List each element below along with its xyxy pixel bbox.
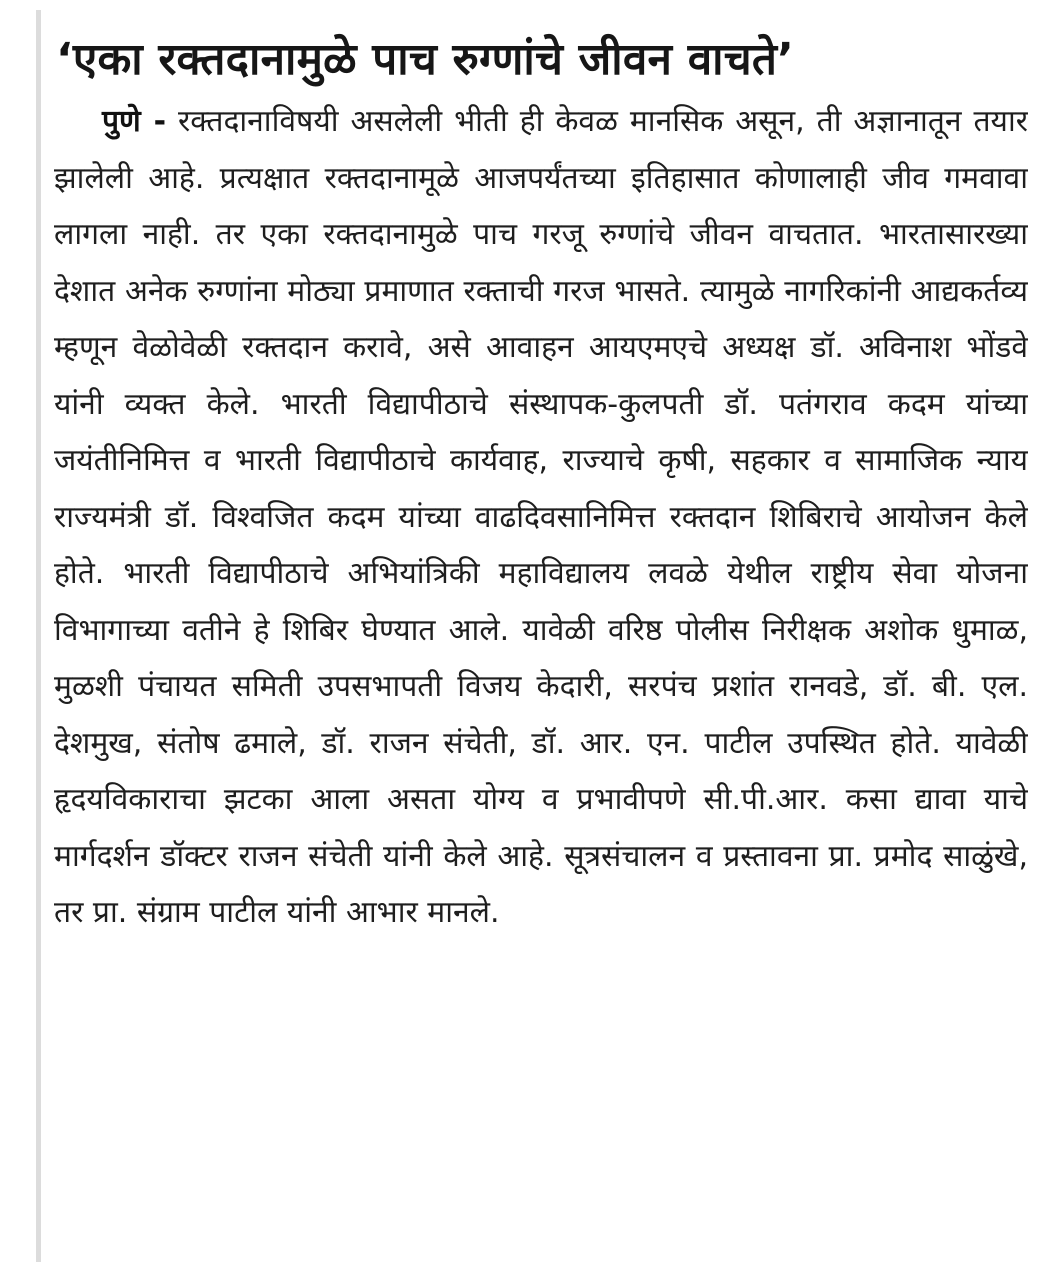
article-headline: ‘एका रक्तदानामुळे पाच रुग्णांचे जीवन वाचते’ bbox=[56, 34, 795, 85]
column-divider bbox=[36, 10, 41, 1262]
article-block bbox=[48, 18, 1028, 1258]
article-body bbox=[54, 94, 1028, 942]
article-text: रक्तदानाविषयी असलेली भीती ही केवळ मानसिक असून, ती अज्ञानातून तयार झालेली आहे. प्रत्यक्षात रक्तदानामूळे आजपर्यंतच्या इतिहासात कोणालाही जीव गमवावा लागला नाही. तर एका रक्तदानामुळे पाच गरजू रुग्णांचे जीवन वाचतात. भारतासारख्या देशात अनेक रुग्णांना मोठ्या प्रमाणात रक्ताची गरज भासते. त्यामुळे नागरिकांनी आद्यकर्तव्य म्हणून वेळोवेळी रक्तदान करावे, असे आवाहन आयएमएचे अध्यक्ष डॉ. अविनाश भोंडवे यांनी व्यक्त केले. भारती विद्यापीठाचे संस्थापक-कुलपती डॉ. पतंगराव कदम यांच्या जयंतीनिमित्त व भारती विद्यापीठाचे कार्यवाह, राज्याचे कृषी, सहकार व सामाजिक न्याय राज्यमंत्री डॉ. विश्वजित कदम यांच्या वाढदिवसानिमित्त रक्तदान शिबिराचे आयोजन केले होते. भारती विद्यापीठाचे अभियांत्रिकी महाविद्यालय लवळे येथील राष्ट्रीय सेवा योजना विभागाच्या वतीने हे शिबिर घेण्यात आले. यावेळी वरिष्ठ पोलीस निरीक्षक अशोक धुमाळ, मुळशी पंचायत समिती उपसभापती विजय केदारी, सरपंच प्रशांत रानवडे, डॉ. बी. एल. देशमुख, संतोष ढमाले, डॉ. राजन संचेती, डॉ. आर. एन. पाटील उपस्थित होते. यावेळी हृदयविकाराचा झटका आला असता योग्य व प्रभावीपणे सी.पी.आर. कसा द्यावा याचे मार्गदर्शन डॉक्टर राजन संचेती यांनी केले आहे. सूत्रसंचालन व प्रस्तावना प्रा. प्रमोद साळुंखे, तर प्रा. संग्राम पाटील यांनी आभार मानले. bbox=[54, 104, 1028, 930]
article-dateline: पुणे - bbox=[102, 104, 167, 139]
